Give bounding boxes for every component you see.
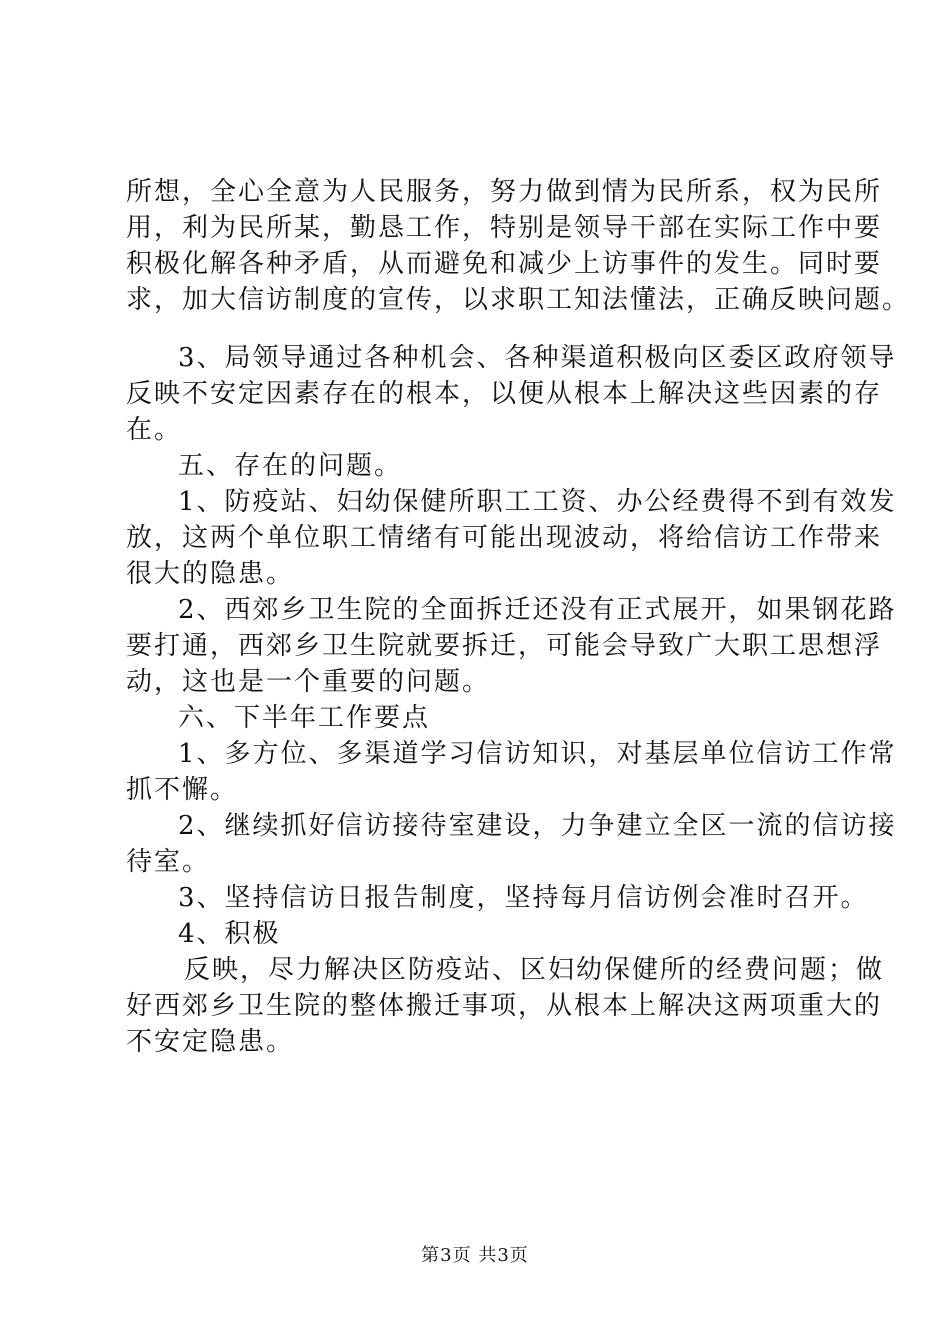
section-heading: 六、下半年工作要点 (178, 703, 431, 733)
body-line: 待室。 (126, 847, 211, 877)
body-line: 积极化解各种矛盾，从而避免和减少上访事件的发生。同时要 (126, 249, 883, 279)
body-line: 好西郊乡卫生院的整体搬迁事项，从根本上解决这两项重大的 (126, 991, 883, 1021)
body-line: 在。 (126, 415, 183, 445)
section-heading: 五、存在的问题。 (178, 451, 403, 481)
body-line: 2、西郊乡卫生院的全面拆迁还没有正式展开，如果钢花路 (178, 595, 897, 625)
body-line: 用，利为民所某，勤恳工作，特别是领导干部在实际工作中要 (126, 213, 883, 243)
body-line: 反映，尽力解决区防疫站、区妇幼保健所的经费问题；做 (184, 955, 885, 985)
body-line: 1、防疫站、妇幼保健所职工工资、办公经费得不到有效发 (178, 487, 897, 517)
paragraph-gap (126, 318, 838, 340)
body-line: 放，这两个单位职工情绪有可能出现波动，将给信访工作带来 (126, 523, 883, 553)
body-line: 动，这也是一个重要的问题。 (126, 667, 491, 697)
body-line: 求，加大信访制度的宣传，以求职工知法懂法，正确反映问题。 (126, 285, 911, 315)
body-line: 很大的隐患。 (126, 559, 295, 589)
page-number-footer: 第3页 共3页 (421, 1245, 529, 1266)
body-line: 1、多方位、多渠道学习信访知识，对基层单位信访工作常 (178, 739, 897, 769)
body-line: 3、局领导通过各种机会、各种渠道积极向区委区政府领导 (178, 343, 897, 373)
body-line: 所想，全心全意为人民服务，努力做到情为民所系，权为民所 (126, 177, 883, 207)
body-line: 不安定隐患。 (126, 1027, 295, 1057)
body-line: 4、积极 (178, 919, 281, 949)
body-line: 反映不安定因素存在的根本，以便从根本上解决这些因素的存 (126, 379, 883, 409)
body-line: 3、坚持信访日报告制度，坚持每月信访例会准时召开。 (178, 883, 869, 913)
body-line: 2、继续抓好信访接待室建设，力争建立全区一流的信访接 (178, 811, 897, 841)
body-line: 抓不懈。 (126, 775, 239, 805)
document-body (126, 174, 911, 1060)
body-line: 要打通，西郊乡卫生院就要拆迁，可能会导致广大职工思想浮 (126, 631, 883, 661)
